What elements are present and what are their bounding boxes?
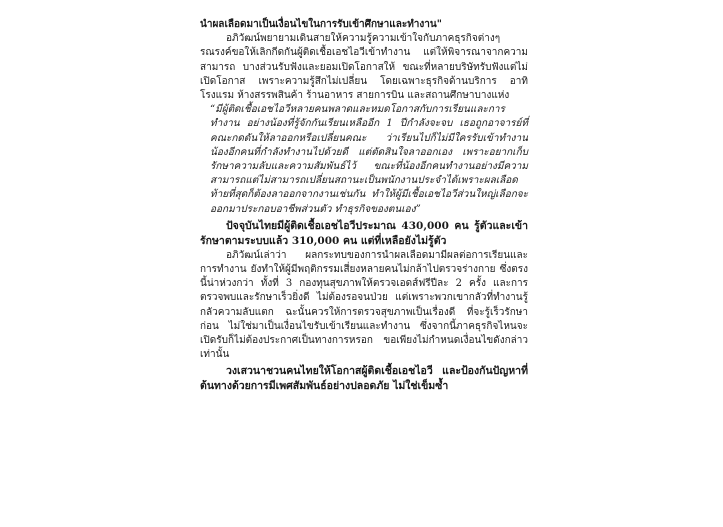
document-page: [200, 18, 528, 394]
heading-2: ปัจจุบันไทยมีผู้ติดเชื้อเอชไอวีประมาณ 430,000 คน รู้ตัวและเข้ารักษาตามระบบแล้ว 310,000 คน แต่ที่เหลือยังไม่รู้ตัว: [200, 219, 528, 247]
paragraph-1: อภิวัฒน์พยายามเดินสายให้ความรู้ความเข้าใจกับภาคธุรกิจต่างๆ รณรงค์ขอให้เลิกกีดกันผู้ติดเชื้อเอชไอวีเข้าทำงาน แต่ให้พิจารณาจากความสามารถ บางส่วนรับฟังและยอมเปิดโอกาสให้ ขณะที่หลายบริษัทรับฟังแต่ไม่เปิดโอกาส เพราะความรู้สึกไม่เปลี่ยน โดยเฉพาะธุรกิจด้านบริการ อาทิ โรงแรม ห้างสรรพสินค้า ร้านอาหาร สายการบิน และสถานศึกษาบางแห่ง: [200, 33, 528, 102]
paragraph-2: อภิวัฒน์เล่าว่า ผลกระทบของการนำผลเลือดมามีผลต่อการเรียนและการทำงาน ยังทำให้ผู้มีพฤติกรรมเสี่ยงหลายคนไม่กล้าไปตรวจร่างกาย ซึ่งตรงนี้น่าห่วงกว่า ทั้งที่ 3 กองทุนสุขภาพให้ตรวจเอดส์ฟรีปีละ 2 ครั้ง และการตรวจพบและรักษาเร็วยิ่งดี ไม่ต้องรอจนป่วย แต่เพราะพวกเขากลัวที่ทำงานรู้ กลัวความลับแตก ฉะนั้นควรให้การตรวจสุขภาพเป็นเรื่องดี ที่จะรู้เร็วรักษาก่อน ไม่ใช่มาเป็นเงื่อนไขรับเข้าเรียนและทำงาน ซึ่งจากนี้ภาคธุรกิจไหนจะเปิดรับก็ไม่ต้องประกาศเป็นทางการหรอก ขอเพียงไม่กำหนดเงื่อนไขดังกล่าวเท่านั้น: [200, 249, 528, 361]
intro-heading: นำผลเลือดมาเป็นเงื่อนไขในการรับเข้าศึกษาและทำงาน": [200, 19, 442, 30]
quote-block: “มีผู้ติดเชื้อเอชไอวีหลายคนพลาดและหมดโอกาสกับการเรียนและการทำงาน อย่างน้องที่รู้จักกันเรียนเหลืออีก 1 ปีกำลังจะจบ เธอถูกอาจารย์ที่คณะกดดันให้ลาออกหรือเปลี่ยนคณะ ว่าเรียนไปก็ไม่มีใครรับเข้าทำงาน น้องอีกคนที่กำลังทำงานไปด้วยดี แต่ตัดสินใจลาออกเอง เพราะอยากเก็บรักษาความลับและความสัมพันธ์ไว้ ขณะที่น้องอีกคนทำงานอย่างมีความสามารถแต่ไม่สามารถเปลี่ยนสถานะเป็นพนักงานประจำได้เพราะผลเลือด ท้ายที่สุดก็ต้องลาออกจากงานเช่นกัน ทำให้ผู้มีเชื้อเอชไอวีส่วนใหญ่เลือกจะออกมาประกอบอาชีพส่วนตัว ทำธุรกิจของตนเอง”: [210, 104, 528, 215]
closing-heading: วงเสวนาชวนคนไทยให้โอกาสผู้ติดเชื้อเอชไอวี และป้องกันปัญหาที่ต้นทางด้วยการมีเพศสัมพันธ์อย่างปลอดภัย ไม่ใช่เข็มซ้ำ: [200, 365, 528, 393]
